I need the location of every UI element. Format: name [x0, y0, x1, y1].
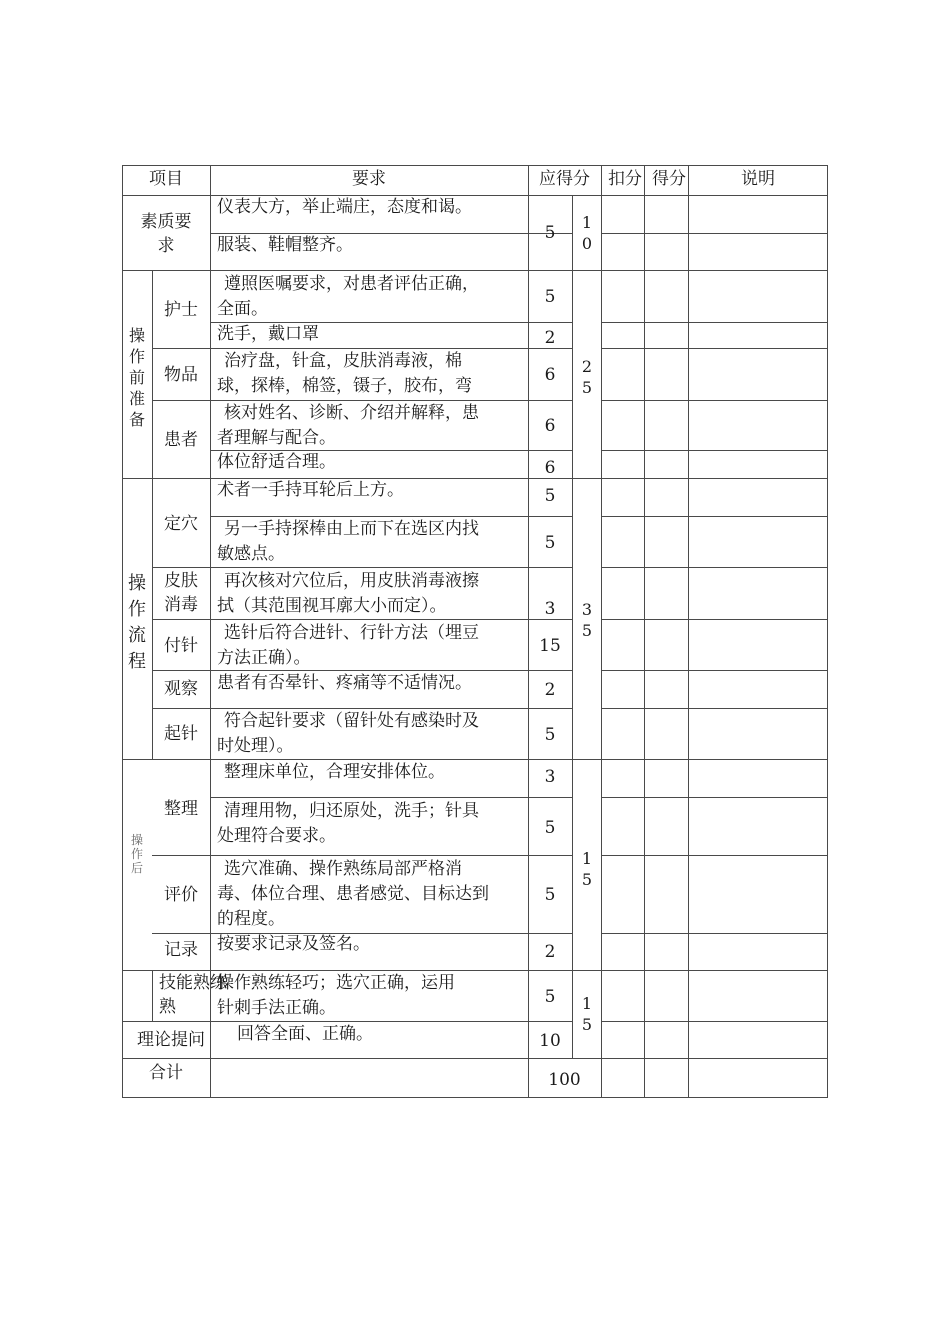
process-locate-req2-line2: 敏感点。: [217, 544, 285, 564]
prep-items-label: 物品: [164, 365, 198, 385]
process-locate-req2-line1: 另一手持探棒由上而下在选区内找: [224, 519, 479, 539]
scoring-sheet: [122, 165, 828, 1098]
quality-total: 10: [581, 213, 593, 253]
prep-nurse-label: 护士: [164, 300, 198, 320]
header-deduct: 扣分: [608, 169, 642, 189]
process-title: 操作流程: [128, 573, 146, 672]
prep-patient-req1-line2: 者理解与配合。: [217, 428, 336, 448]
after-record-label: 记录: [164, 940, 198, 960]
prep-nurse-pts1: 5: [544, 287, 556, 307]
process-withdraw-label: 起针: [164, 724, 198, 744]
process-locate-pts1: 5: [544, 486, 556, 506]
process-total: 35: [581, 600, 593, 640]
prep-patient-req2: 体位舒适合理。: [217, 452, 336, 472]
prep-title: 操作前准备: [128, 326, 145, 429]
after-evaluate-req-line2: 毒、体位合理、患者感觉、目标达到: [217, 884, 489, 904]
process-observe-label: 观察: [164, 679, 198, 699]
prep-items-pts: 6: [544, 365, 556, 385]
prep-nurse-req1-line2: 全面。: [217, 299, 268, 319]
prep-nurse-pts2: 2: [544, 328, 556, 348]
process-withdraw-req-line1: 符合起针要求（留针处有感染时及: [224, 711, 479, 731]
after-tidy-pts2: 5: [544, 818, 556, 838]
after-record-pts: 2: [544, 942, 556, 962]
prep-items-req-line1: 治疗盘，针盒，皮肤消毒液，棉: [224, 351, 462, 371]
skill-pts: 5: [544, 987, 556, 1007]
process-locate-pts2: 5: [544, 533, 556, 553]
quality-points: 5: [544, 223, 556, 243]
skill-req-line2: 针刺手法正确。: [217, 998, 336, 1018]
skill-theory-total: 15: [581, 994, 593, 1034]
process-disinfect-label-line2: 消毒: [164, 595, 198, 615]
process-disinfect-pts: 3: [544, 599, 556, 619]
process-observe-pts: 2: [544, 680, 556, 700]
prep-patient-label: 患者: [164, 430, 198, 450]
process-needle-label: 付针: [164, 636, 198, 656]
quality-title-line1: 素质要: [140, 212, 192, 232]
after-evaluate-pts: 5: [544, 885, 556, 905]
prep-patient-pts1: 6: [544, 416, 556, 436]
process-disinfect-req-line2: 拭（其范围视耳廓大小而定）。: [217, 596, 447, 616]
prep-patient-req1-line1: 核对姓名、诊断、介绍并解释，患: [224, 403, 479, 423]
after-tidy-req1: 整理床单位，合理安排体位。: [224, 762, 445, 782]
process-needle-req-line2: 方法正确）。: [217, 648, 311, 668]
quality-title-line2: 求: [157, 236, 175, 256]
process-withdraw-req-line2: 时处理）。: [217, 736, 294, 756]
prep-total: 25: [581, 357, 593, 397]
after-tidy-req2-line2: 处理符合要求。: [217, 826, 336, 846]
process-disinfect-label-line1: 皮肤: [164, 571, 198, 591]
process-withdraw-pts: 5: [544, 725, 556, 745]
after-title: 操作后: [130, 833, 143, 875]
process-disinfect-req-line1: 再次核对穴位后，用皮肤消毒液擦: [224, 571, 479, 591]
total-title: 合计: [149, 1063, 183, 1083]
prep-items-req-line2: 球，探棒，棉签，镊子，胶布，弯: [217, 376, 472, 396]
prep-patient-pts2: 6: [544, 458, 556, 478]
after-tidy-req2-line1: 清理用物，归还原处，洗手；针具: [224, 801, 479, 821]
after-tidy-label: 整理: [164, 799, 198, 819]
after-tidy-pts1: 3: [544, 767, 556, 787]
after-evaluate-req-line1: 选穴准确、操作熟练局部严格消: [224, 859, 462, 879]
quality-req-2: 服装、鞋帽整齐。: [217, 235, 353, 255]
theory-req: 回答全面、正确。: [237, 1024, 373, 1044]
process-locate-req1: 术者一手持耳轮后上方。: [217, 480, 404, 500]
theory-title: 理论提问: [137, 1030, 205, 1050]
process-locate-label: 定穴: [164, 514, 198, 534]
theory-pts: 10: [539, 1031, 561, 1051]
skill-req-line1: 操作熟练轻巧；选穴正确，运用: [217, 973, 455, 993]
after-evaluate-req-line3: 的程度。: [217, 909, 285, 929]
prep-nurse-req2: 洗手，戴口罩: [217, 324, 319, 344]
prep-nurse-req1-line1: 遵照医嘱要求，对患者评估正确，: [224, 274, 479, 294]
skill-title-line1: 技能熟练: [159, 973, 227, 993]
header-item: 项目: [149, 169, 183, 189]
header-score: 得分: [652, 169, 686, 189]
skill-title-line2: 熟: [159, 997, 176, 1017]
quality-req-1: 仪表大方，举止端庄，态度和谒。: [217, 197, 472, 217]
after-total: 15: [581, 849, 593, 889]
header-note: 说明: [741, 169, 775, 189]
header-requirement: 要求: [352, 169, 386, 189]
after-evaluate-label: 评价: [164, 885, 198, 905]
header-points: 应得分: [539, 169, 590, 189]
total-pts: 100: [548, 1070, 581, 1090]
process-needle-req-line1: 选针后符合进针、行针方法（埋豆: [224, 623, 479, 643]
process-needle-pts: 15: [539, 636, 561, 656]
process-observe-req: 患者有否晕针、疼痛等不适情况。: [217, 673, 472, 693]
after-record-req: 按要求记录及签名。: [217, 934, 370, 954]
